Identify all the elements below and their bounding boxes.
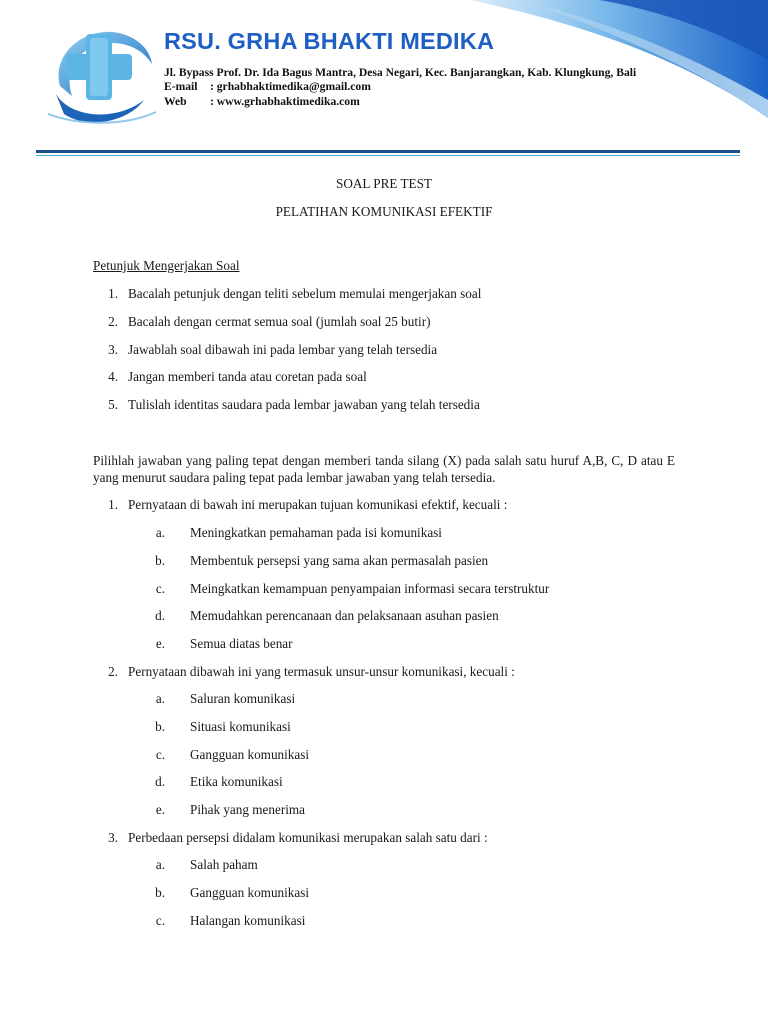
instructions-heading: Petunjuk Mengerjakan Soal	[93, 258, 240, 273]
document-subtitle: PELATIHAN KOMUNIKASI EFEKTIF	[275, 204, 493, 219]
web-line	[164, 95, 360, 108]
header-divider-accent	[36, 155, 740, 156]
header-divider	[36, 150, 740, 153]
medical-cross-logo-icon	[30, 22, 162, 130]
email-line	[164, 80, 371, 93]
document-title: SOAL PRE TEST	[336, 176, 432, 191]
email-label: E-mail	[164, 80, 198, 93]
address-line: Jl. Bypass Prof. Dr. Ida Bagus Mantra, Desa Negari, Kec. Banjarangkan, Kab. Klungkung, Bali	[164, 66, 637, 79]
answer-directive: Pilihlah jawaban yang paling tepat dengan memberi tanda silang (X) pada salah satu huruf A,B, C, D atau E yang menurut saudara paling tepat pada lembar jawaban yang telah tersedia.	[93, 453, 675, 485]
web-value: : www.grhabhaktimedika.com	[210, 95, 360, 108]
organization-name: RSU. GRHA BHAKTI MEDIKA	[164, 28, 495, 54]
web-label: Web	[164, 95, 187, 108]
email-value: : grhabhaktimedika@gmail.com	[210, 80, 371, 93]
